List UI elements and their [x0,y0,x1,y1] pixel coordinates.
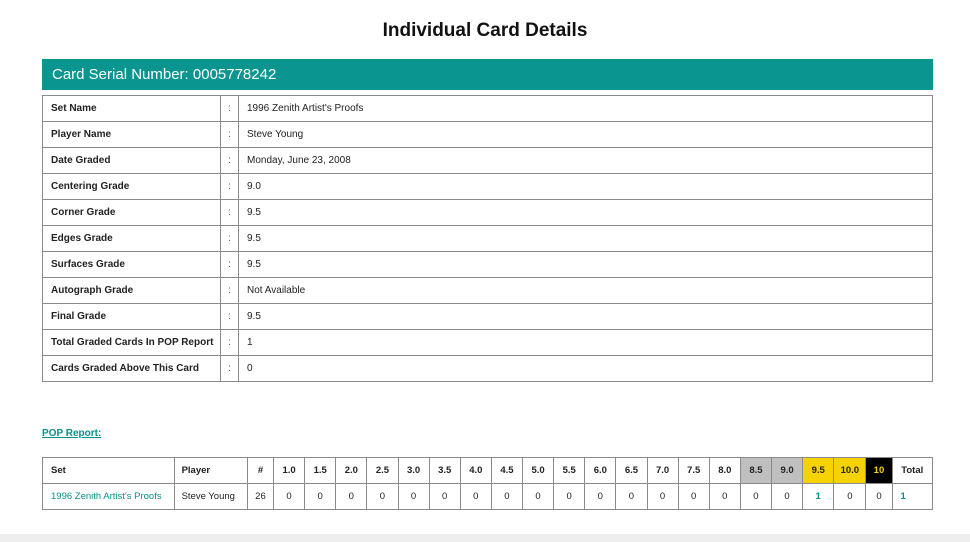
pop-count-cell: 0 [616,484,647,510]
pop-count-cell: 0 [740,484,771,510]
detail-row [43,96,933,122]
detail-label: Centering Grade [43,174,221,200]
card-serial-header: Card Serial Number: 0005778242 [42,59,933,90]
detail-label: Cards Graded Above This Card [43,356,221,382]
detail-label: Set Name [43,96,221,122]
detail-value: 9.5 [239,304,933,330]
page-title: Individual Card Details [382,20,588,41]
pop-count-cell: 0 [305,484,336,510]
pop-header-cell: 6.5 [616,458,647,484]
detail-label: Autograph Grade [43,278,221,304]
pop-count-cell: 0 [554,484,585,510]
pop-header-cell: 1.5 [305,458,336,484]
pop-header-cell: 3.5 [429,458,460,484]
detail-row [43,122,933,148]
detail-row [43,252,933,278]
detail-label: Player Name [43,122,221,148]
pop-report-link[interactable]: POP Report: [42,428,102,439]
detail-row [43,330,933,356]
pop-header-cell: 8.5 [740,458,771,484]
pop-count-cell: 0 [429,484,460,510]
pop-header-row [43,458,933,484]
detail-value: Monday, June 23, 2008 [239,148,933,174]
pop-count-cell: 26 [247,484,273,510]
pop-header-cell: 8.0 [709,458,740,484]
detail-value: 9.5 [239,252,933,278]
detail-row [43,356,933,382]
detail-colon: : [221,278,239,304]
pop-count-cell: 0 [585,484,616,510]
pop-header-cell: Set [43,458,175,484]
pop-header-cell: 2.5 [367,458,398,484]
pop-data-row [43,484,933,510]
detail-label: Surfaces Grade [43,252,221,278]
detail-row [43,278,933,304]
pop-set-link[interactable]: 1996 Zenith Artist's Proofs [43,484,175,510]
pop-header-cell: 1.0 [274,458,305,484]
detail-colon: : [221,96,239,122]
page-footer-strip [0,534,970,542]
pop-count-cell: 0 [491,484,522,510]
pop-header-cell: 7.5 [678,458,709,484]
pop-total-link[interactable]: 1 [892,484,932,510]
pop-count-cell: 0 [336,484,367,510]
detail-colon: : [221,252,239,278]
detail-value: Steve Young [239,122,933,148]
detail-value: 0 [239,356,933,382]
pop-header-cell: Total [892,458,932,484]
detail-value: 1 [239,330,933,356]
pop-header-cell: 3.0 [398,458,429,484]
pop-report-table [42,457,933,510]
pop-count-cell: 0 [866,484,892,510]
pop-header-cell: # [247,458,273,484]
pop-header-cell: 6.0 [585,458,616,484]
detail-value: 1996 Zenith Artist's Proofs [239,96,933,122]
detail-colon: : [221,148,239,174]
pop-count-cell: 0 [647,484,678,510]
pop-count-cell: 0 [274,484,305,510]
detail-value: Not Available [239,278,933,304]
pop-header-cell: 9.0 [772,458,803,484]
detail-value: 9.5 [239,200,933,226]
detail-colon: : [221,226,239,252]
detail-colon: : [221,122,239,148]
detail-colon: : [221,304,239,330]
detail-colon: : [221,200,239,226]
pop-header-cell: 5.0 [523,458,554,484]
detail-colon: : [221,330,239,356]
pop-header-cell: 5.5 [554,458,585,484]
pop-player-cell: Steve Young [174,484,247,510]
detail-label: Total Graded Cards In POP Report [43,330,221,356]
detail-label: Final Grade [43,304,221,330]
detail-row [43,226,933,252]
detail-label: Date Graded [43,148,221,174]
detail-value: 9.0 [239,174,933,200]
detail-label: Corner Grade [43,200,221,226]
detail-row [43,174,933,200]
detail-row [43,304,933,330]
pop-header-cell: 7.0 [647,458,678,484]
pop-header-cell: 4.0 [460,458,491,484]
pop-count-cell: 0 [460,484,491,510]
pop-header-cell: 10 [866,458,892,484]
pop-header-cell: 10.0 [834,458,866,484]
pop-count-cell: 0 [398,484,429,510]
card-details-table [42,95,933,382]
pop-count-cell: 0 [367,484,398,510]
detail-label: Edges Grade [43,226,221,252]
pop-count-cell: 0 [834,484,866,510]
pop-header-cell: 4.5 [491,458,522,484]
detail-colon: : [221,356,239,382]
pop-header-cell: 2.0 [336,458,367,484]
pop-header-cell: 9.5 [803,458,834,484]
detail-row [43,148,933,174]
pop-count-cell: 0 [678,484,709,510]
pop-grade-count-link[interactable]: 1 [803,484,834,510]
pop-count-cell: 0 [523,484,554,510]
detail-value: 9.5 [239,226,933,252]
pop-header-cell: Player [174,458,247,484]
pop-count-cell: 0 [709,484,740,510]
pop-count-cell: 0 [772,484,803,510]
detail-colon: : [221,174,239,200]
detail-row [43,200,933,226]
